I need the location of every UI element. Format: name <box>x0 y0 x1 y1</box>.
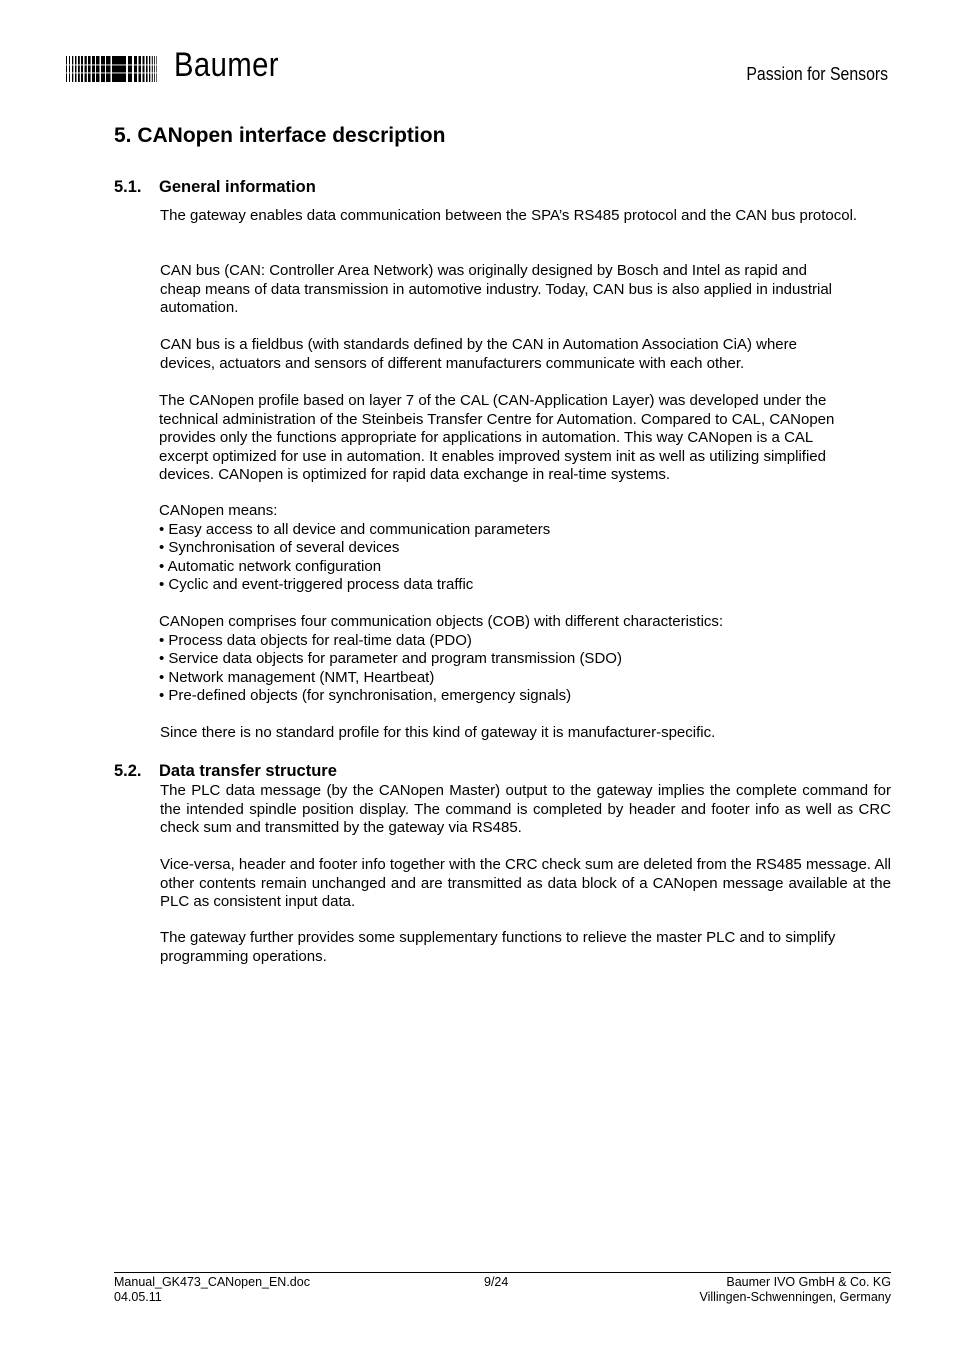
canopen-means-list <box>159 502 890 595</box>
paragraph <box>159 392 890 485</box>
list-intro: CANopen means: <box>159 502 278 519</box>
cob-list <box>159 613 890 706</box>
footer-page-number: 9/24 <box>484 1275 509 1289</box>
paragraph: The PLC data message (by the CANopen Master) output to the gateway implies the complete command for the intended spindle position display. The command is completed by header and footer info as well as CRC check sum and transmitted by the gateway via RS485. <box>160 782 891 836</box>
footer-location: Villingen-Schwenningen, Germany <box>699 1290 891 1304</box>
tagline: Passion for Sensors <box>746 64 888 84</box>
page-header <box>0 0 954 100</box>
subsection-title: Data transfer structure <box>159 762 337 780</box>
list-intro: CANopen comprises four communication objects (COB) with different characteristics: <box>159 613 724 630</box>
subsection-heading-data-transfer <box>114 762 337 781</box>
list-item: • Process data objects for real-time data (PDO) <box>159 631 472 649</box>
list-item: • Pre-defined objects (for synchronisation, emergency signals) <box>159 687 572 704</box>
footer-divider <box>114 1272 891 1273</box>
list-item: • Service data objects for parameter and program transmission (SDO) <box>159 650 622 667</box>
paragraph: The gateway enables data communication between the SPA’s RS485 protocol and the CAN bus protocol. <box>160 207 858 224</box>
baumer-logo <box>66 46 296 88</box>
paragraph: Since there is no standard profile for this kind of gateway it is manufacturer-specific. <box>160 724 716 741</box>
text-line: technical administration of the Steinbeis Transfer Centre for Automation. Compared to CAL, CANopen <box>159 410 835 428</box>
footer-left <box>114 1275 310 1305</box>
footer-company: Baumer IVO GmbH & Co. KG <box>726 1275 891 1289</box>
subsection-heading-general <box>114 178 316 197</box>
text-line: provides only the functions appropriate for applications in automation. This way CANopen is a CAL <box>159 429 814 446</box>
paragraph <box>160 336 891 373</box>
text-line: cheap means of data transmission in automotive industry. Today, CAN bus is also applied in industrial <box>160 280 833 298</box>
text-line: devices, actuators and sensors of different manufacturers communicate with each other. <box>160 354 745 372</box>
list-item: • Synchronisation of several devices <box>159 539 400 556</box>
list-item: • Network management (NMT, Heartbeat) <box>159 668 435 686</box>
brand-name: Baumer <box>174 46 279 84</box>
subsection-title: General information <box>159 178 316 196</box>
paragraph <box>160 929 891 966</box>
list-item: • Easy access to all device and communication parameters <box>159 520 551 538</box>
list-item: • Automatic network configuration <box>159 557 382 575</box>
text-line: programming operations. <box>160 947 327 965</box>
paragraph <box>160 262 891 318</box>
subsection-number: 5.2. <box>114 762 142 780</box>
subsection-number: 5.1. <box>114 178 142 196</box>
paragraph: Vice-versa, header and footer info together with the CRC check sum are deleted from the RS485 message. All other contents remain unchanged and are transmitted as data block of a CANopen message available at the PLC as consistent input data. <box>160 856 891 910</box>
text-line: The CANopen profile based on layer 7 of the CAL (CAN-Application Layer) was developed under the <box>159 392 827 409</box>
footer-filename: Manual_GK473_CANopen_EN.doc <box>114 1275 310 1289</box>
text-line: automation. <box>160 299 239 316</box>
section-title: 5. CANopen interface description <box>114 124 446 147</box>
text-line: CAN bus (CAN: Controller Area Network) was originally designed by Bosch and Intel as rapid and <box>160 262 807 279</box>
logo-bars-icon <box>66 56 158 82</box>
text-line: CAN bus is a fieldbus (with standards defined by the CAN in Automation Association CiA) where <box>160 336 797 353</box>
list-item: • Cyclic and event-triggered process data traffic <box>159 576 474 593</box>
footer-date: 04.05.11 <box>114 1290 162 1304</box>
footer-right <box>699 1275 891 1305</box>
text-line: devices. CANopen is optimized for rapid data exchange in real-time systems. <box>159 466 671 483</box>
text-line: The gateway further provides some supplementary functions to relieve the master PLC and to simplify <box>160 929 836 946</box>
text-line: excerpt optimized for use in automation. It enables improved system init as well as utilizing simplified <box>159 447 826 465</box>
